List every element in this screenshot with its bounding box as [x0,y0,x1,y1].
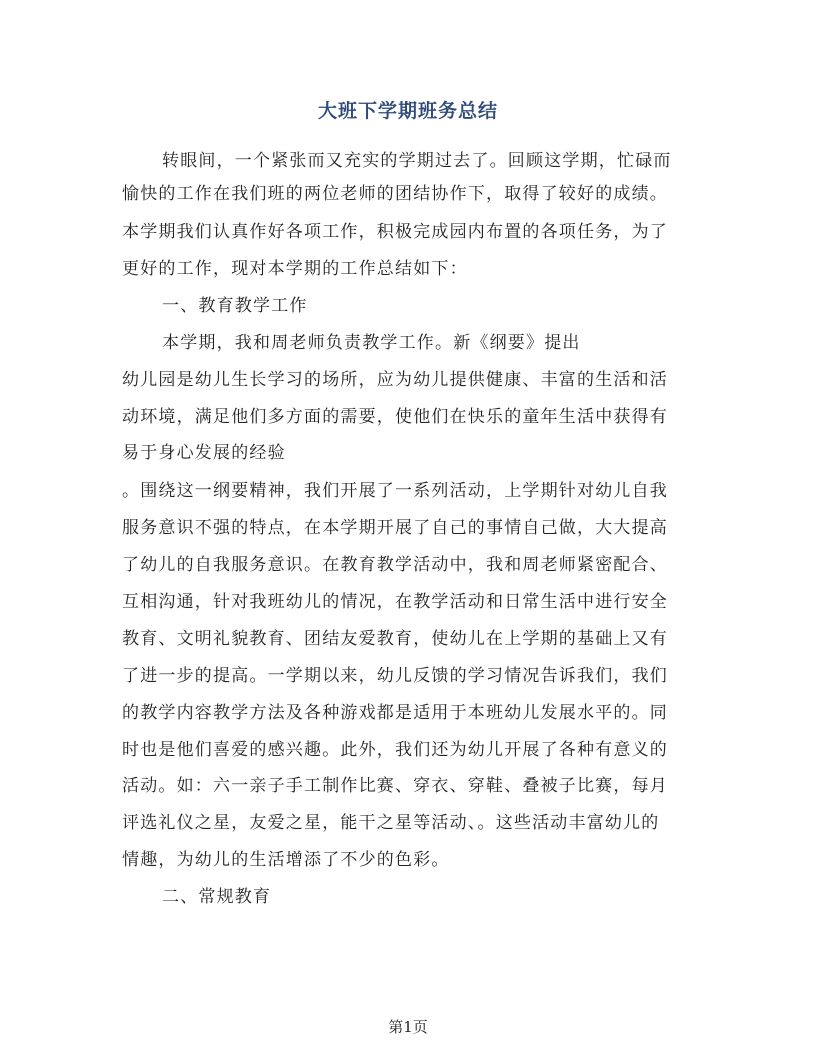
paragraph-line: 了幼儿的自我服务意识。在教育教学活动中，我和周老师紧密配合、 [122,555,668,575]
page-number: 第1页 [388,1018,428,1036]
paragraph-line: 教育、文明礼貌教育、团结友爱教育，使幼儿在上学期的基础上又有 [122,629,668,649]
paragraph-line: 。围绕这一纲要精神，我们开展了一系列活动，上学期针对幼儿自我 [122,481,668,501]
paragraph-line: 评选礼仪之星，友爱之星，能干之星等活动、。这些活动丰富幼儿的 [122,813,660,833]
paragraph-line: 本学期我们认真作好各项工作，积极完成园内布置的各项任务，为了 [122,222,668,242]
paragraph-line: 了进一步的提高。一学期以来，幼儿反馈的学习情况告诉我们，我们 [122,666,668,686]
paragraph-line: 情趣，为幼儿的生活增添了不少的色彩。 [122,850,450,870]
paragraph-line: 的教学内容教学方法及各种游戏都是适用于本班幼儿发展水平的。同 [122,703,668,723]
paragraph-line: 时也是他们喜爱的感兴趣。此外，我们还为幼儿开展了各种有意义的 [122,740,668,760]
paragraph-line: 动环境，满足他们多方面的需要，使他们在快乐的童年生活中获得有 [122,407,668,427]
document-title: 大班下学期班务总结 [317,100,498,122]
paragraph-line: 本学期，我和周老师负责教学工作。新《纲要》提出 [162,333,581,353]
paragraph-line: 幼儿园是幼儿生长学习的场所，应为幼儿提供健康、丰富的生活和活 [122,370,668,390]
paragraph-line: 更好的工作，现对本学期的工作总结如下： [122,259,468,279]
section-heading: 一、教育教学工作 [162,296,308,316]
paragraph-line: 易于身心发展的经验 [122,443,286,463]
paragraph-line: 活动。如：六一亲子手工制作比赛、穿衣、穿鞋、叠被子比赛，每月 [122,776,668,796]
paragraph-line: 服务意识不强的特点，在本学期开展了自己的事情自己做，大大提高 [122,518,668,538]
section-heading: 二、常规教育 [162,887,272,907]
paragraph-line: 愉快的工作在我们班的两位老师的团结协作下，取得了较好的成绩。 [122,184,668,204]
paragraph-line: 转眼间，一个紧张而又充实的学期过去了。回顾这学期，忙碌而 [162,151,672,171]
paragraph-line: 互相沟通，针对我班幼儿的情况，在教学活动和日常生活中进行安全 [122,592,668,612]
